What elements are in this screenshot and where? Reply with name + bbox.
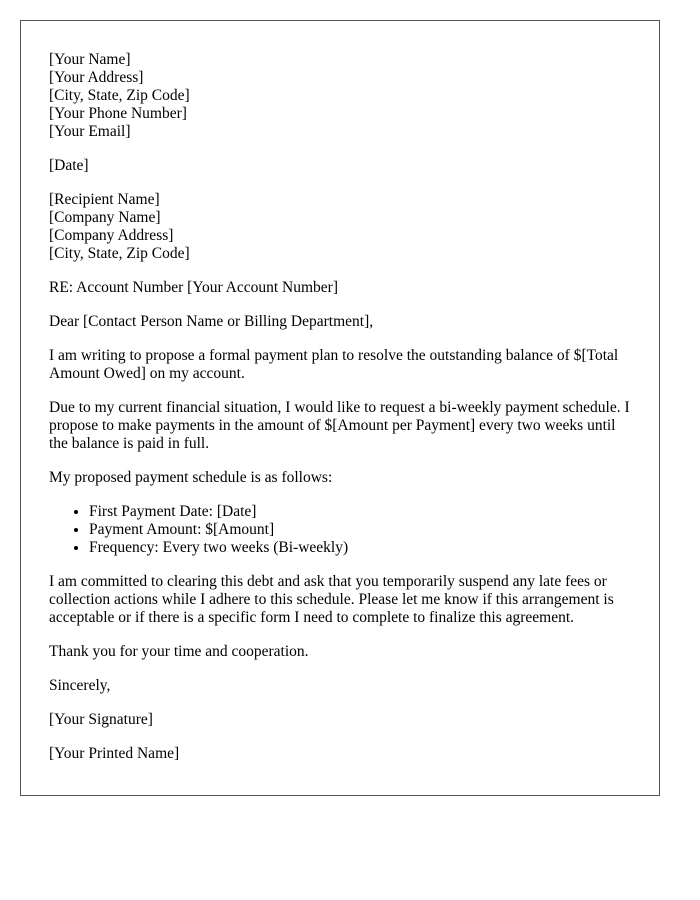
recipient-company: [Company Name] [49, 209, 161, 226]
commitment-paragraph: I am committed to clearing this debt and ask that you temporarily suspend any late fees or collection actions while I adhere to this schedule. Please let me know if this arrangement is acceptable or if there is a specific form I need to complete to finalize this agreement. [49, 573, 614, 626]
intro-paragraph: I am writing to propose a formal payment plan to resolve the outstanding balance of $[Total Amount Owed] on my account. [49, 347, 619, 382]
situation-paragraph: Due to my current financial situation, I would like to request a bi-weekly payment schedule. I propose to make payments in the amount of $[Amount per Payment] every two weeks until the balance is paid in full. [49, 399, 630, 452]
thanks-paragraph: Thank you for your time and cooperation. [49, 643, 309, 660]
sender-email: [Your Email] [49, 123, 131, 140]
list-item: • Payment Amount: $[Amount] [89, 521, 631, 539]
list-item: • First Payment Date: [Date] [89, 503, 631, 521]
payment-schedule-list [49, 503, 631, 557]
signature: [Your Signature] [49, 711, 153, 728]
letter-document [20, 20, 660, 796]
sender-address: [Your Address] [49, 69, 144, 86]
recipient-address: [Company Address] [49, 227, 174, 244]
re-line: RE: Account Number [Your Account Number] [49, 279, 339, 296]
letter-date: [Date] [49, 157, 89, 174]
recipient-name: [Recipient Name] [49, 191, 160, 208]
sender-phone: [Your Phone Number] [49, 105, 187, 122]
recipient-address-block [49, 191, 631, 263]
list-item: • Frequency: Every two weeks (Bi-weekly) [89, 539, 631, 557]
sender-city-state-zip: [City, State, Zip Code] [49, 87, 190, 104]
printed-name: [Your Printed Name] [49, 745, 180, 762]
sender-address-block [49, 51, 631, 141]
sender-name: [Your Name] [49, 51, 131, 68]
recipient-city-state-zip: [City, State, Zip Code] [49, 245, 190, 262]
closing: Sincerely, [49, 677, 111, 694]
schedule-intro-paragraph: My proposed payment schedule is as follows: [49, 469, 333, 486]
salutation: Dear [Contact Person Name or Billing Department], [49, 313, 374, 330]
